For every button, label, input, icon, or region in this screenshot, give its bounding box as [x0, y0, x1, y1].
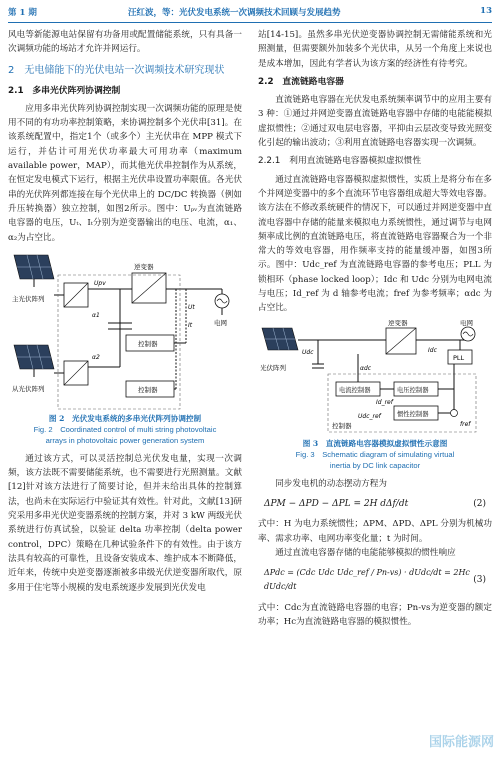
figure-2-caption-en-line2: arrays in photovoltaic power generation system [45, 435, 205, 445]
section-2-1-heading: 2.1 多串光伏阵列协调控制 [8, 85, 121, 96]
pll-label: PLL [453, 353, 465, 362]
alpha-dc-label: αdc [360, 364, 372, 372]
master-pv-label: 主光伏阵列 [12, 294, 45, 303]
section-2-2-1-heading: 2.2.1 利用直流链路电容器模拟虚拟惯性 [258, 156, 422, 167]
controller-2-label: 控制器 [138, 385, 158, 394]
upv-label: Upv [94, 279, 106, 287]
issue-label: 第 1 期 [8, 8, 37, 18]
figure-2-diagram [8, 249, 242, 411]
right-top-paragraph: 站[14-15]。虽然多串光伏逆变器协调控制无需储能系统和光照测量，但需要额外加装多个光伏串，从另一个角度上来说也是成本增加，因此有学者认为该方案的经济性有待考究。 [258, 30, 492, 69]
intro-paragraph: 风电等新能源电站保留有功备用或配置储能系统，只有具备一次调频功能的场站才允许并网运行。 [8, 30, 242, 55]
slave-pv-panel-icon [14, 345, 54, 377]
equation-3-body: ΔPdc = (Cdc Udc Udc_ref / Pn-vs) · dUdc/dt = 2Hc dUdc/dt [264, 568, 470, 592]
page-number: 13 [480, 6, 492, 16]
idc-label: Idc [428, 346, 437, 354]
figure-3-caption-en-line1: Fig. 3 Schematic diagram of simulating virtual [295, 449, 455, 459]
running-header [8, 4, 492, 23]
grid-label: 电网 [214, 318, 227, 327]
pv-array-label: 光伏阵列 [260, 363, 286, 372]
section-2-2-paragraph: 直流链路电容器在光伏发电系统频率调节中的应用主要有 3 种：①通过并网逆变器直流链路电容器中存储的电能能模拟虚拟惯性；②通过双电层电容器，平抑由云层改变导致光照变化引起的输出波动；③利用直流链路电容器实现一次调频。 [258, 95, 492, 149]
equation-3-intro: 通过直流电容器存储的电能能够模拟的惯性响应 [275, 547, 456, 558]
it-label: It [188, 321, 193, 329]
equation-2-body: ΔPM − ΔPD − ΔPL = 2H dΔf/dt [264, 498, 409, 509]
pv-array-icon [262, 328, 298, 350]
alpha2-label: α2 [92, 353, 100, 361]
figure-3-diagram [258, 320, 492, 436]
equation-2-description: 式中：H 为电力系统惯性；ΔPM、ΔPD、ΔPL 分别为机械功率、需求功率、电网功率变化量；t 为时间。 [258, 519, 492, 544]
inverter-label: 逆变器 [134, 262, 154, 271]
figure-3-caption-cn: 图 3 直流链路电容器模拟虚拟惯性示意图 [302, 438, 448, 448]
sum-junction-icon [451, 409, 458, 416]
figure-2-caption-cn: 图 2 光伏发电系统的多串光伏阵列协调控制 [48, 413, 202, 423]
controller-1-label: 控制器 [138, 339, 158, 348]
equation-2-number: (2) [473, 498, 486, 509]
equation-3-description: 式中：Cdc为直流链路电容器的电容；Pn-vs为逆变器的额定功率；Hc为直流链路电容器的模拟惯性。 [258, 602, 492, 628]
section-2-2-1-paragraph: 通过直流链路电容器模拟虚拟惯性，实质上是将分布在多个并网逆变器中的多个直流环节电容器组成超大等效电容器。该方法在不修改系统硬件的情况下，可以通过并网逆变器中直流电容器中存储的能量来模拟电力系统惯性，通过调节与电网频率成比例的直流链路电压，将直流链路电容器聚合为一个非常大的等效电容器，用作频率支持的能量缓冲器，如图3所示。图中：Udc_ref 为直流链路电容器的参考电压；PLL 为锁相环（phase locked loop）；Idc 和 Udc 分别为电网电流与电压；Id_ref 为 d 轴参考电流；fref 为参考频率；αdc 为占空比。 [258, 174, 492, 314]
left-column [8, 28, 242, 595]
udc-label: Udc [302, 348, 314, 356]
section-2-heading: 2 无电储能下的光伏电站一次调频技术研究现状 [8, 64, 225, 76]
current-controller-label: 电流控制器 [339, 386, 371, 394]
right-column [258, 28, 492, 629]
section-2-1-paragraph-2: 通过该方式，可以灵活控制总光伏发电量，实现一次调频，该方法既不需要储能系统，也不需要进行光照测量。文献[12]针对该方法进行了简要讨论，但并未给出具体的控制算法，也尚未在实际运行中验证其有效性。针对此，文献[13]研究采用多串光伏逆变器系统的控制方案，并对 3 kW 两级光伏系统进行仿真试验，以验证 delta 功率控制（delta power control，DPC）策略在几种试验条件下的有效性。由于该方法具有较高的可靠性，且设备安装成本、维护成本不断降低，近年来，传统中央逆变器逐渐被多串级光伏逆变器所取代，原多用于住宅等小规模的发电系统逐步发展到光伏发电 [8, 453, 242, 593]
voltage-controller-label: 电压控制器 [397, 386, 429, 394]
watermark-logo: 国际能源网 [428, 735, 494, 750]
figure-3-caption-en-line2: inertia by DC link capacitor [329, 460, 421, 470]
ut-label: Ut [188, 303, 195, 311]
idref-label: Id_ref [376, 398, 393, 406]
figure-2-caption-en-line1: Fig. 2 Coordinated control of multi string photovoltaic [33, 424, 217, 434]
slave-pv-label: 从光伏阵列 [12, 384, 45, 393]
equation-3 [258, 566, 492, 595]
section-2-2-heading: 2.2 直流链路电容器 [258, 76, 344, 87]
running-title: 汪红波，等：光伏发电系统一次调频技术回顾与发展趋势 [128, 8, 341, 18]
section-2-1-paragraph: 应用多串光伏阵列协调控制实现一次调频功能的原理是使用不同的有功功率控制策略，来协调控制多个光伏串[31]。在该系统配置中，指定1个（或多个）主光伏串在 MPP 模式下运行，并估计可用光伏功率最大可用功率（maximum available power，MAP），而其他光伏串控制作为从系统，在恒定发电模式下运行，根据主光伏串设置功率限值。各光伏串的光伏阵列都连接在每个光伏串上的 DC/DC 转换器（例如升压转换器）独立控制，如图2所示。图中：Uₚᵥ为直流链路电容器的电压，Uₜ、Iₜ分别为逆变器输出的电压、电流，α₁、α₂为占空比。 [8, 103, 242, 243]
swing-equation-intro: 同步发电机的动态摆动方程为 [275, 478, 387, 489]
master-pv-panel-icon [14, 255, 54, 287]
controller-label: 控制器 [332, 421, 352, 430]
fref-label: fref [460, 420, 471, 428]
alpha1-label: α1 [92, 311, 100, 319]
inverter-label: 逆变器 [388, 319, 408, 327]
grid-label: 电网 [460, 319, 473, 327]
equation-3-number: (3) [473, 575, 486, 586]
udcref-label: Udc_ref [358, 412, 381, 420]
inertia-controller-label: 惯性控制器 [397, 410, 429, 418]
equation-2 [258, 497, 492, 511]
